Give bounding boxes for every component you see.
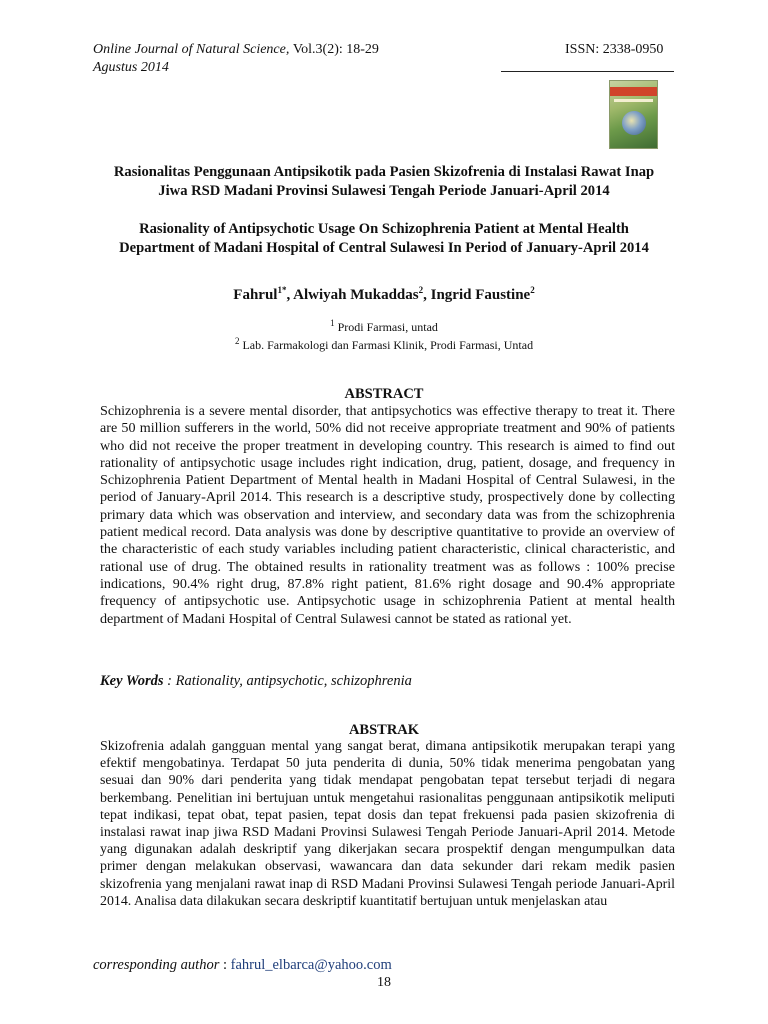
affiliation-text: Prodi Farmasi, untad xyxy=(337,320,438,334)
journal-date: Agustus 2014 xyxy=(93,60,169,75)
abstract-heading: ABSTRACT xyxy=(344,386,424,402)
page-number: 18 xyxy=(377,975,391,990)
affiliation-1 xyxy=(100,318,668,335)
title-english: Rasionality of Antipsychotic Usage On Schizophrenia Patient at Mental Health Department of Madani Hospital of Central Sulawesi In Period of January-April 2014 xyxy=(119,221,649,256)
cover-stripe xyxy=(614,99,653,102)
cover-emblem xyxy=(622,111,646,135)
journal-header xyxy=(93,42,379,58)
author-name: , Alwiyah Mukaddas xyxy=(286,287,419,303)
abstrak-heading: ABSTRAK xyxy=(348,722,420,738)
abstract-body: Schizophrenia is a severe mental disorder, that antipsychotics was effective therapy to treat it. There are 50 million sufferers in the world, 50% did not receive appropriate treatment and 90% of patients who did not receive the proper treatment in developing country. This research is aimed to find out rationality of antipsychotic usage includes right indication, drug, patient, dosage, and frequency in Schizophrenia Patient Department of Mental health in Madani Hospital of Central Sulawesi, in the period of January-April 2014. This research is a descriptive study, prospectively done by collecting primary data which was observation and interview, and secondary data was from the schizophrenia patient medical record. Data analysis was done by descriptive quantitative to provide an overview of the characteristic of each study variables including patient characteristic, clinical characteristic, and rational use of drug. The obtained results in rationality treatment was as follows : 100% precise indications, 90.4% right drug, 87.8% right patient, 81.6% right dosage and 90.4% appropriate frequency of antipsychotic use. Antipsychotic usage in schizophrenia Patient at mental health department of Madani Hospital of Central Sulawesi cannot be stated as rational yet. xyxy=(100,403,675,627)
journal-cover-image xyxy=(609,80,658,149)
author-superscript: 2 xyxy=(530,285,535,295)
author-superscript: 2 xyxy=(418,285,424,295)
author-name: Fahrul xyxy=(233,287,278,303)
affiliation-number: 2 xyxy=(234,336,240,346)
header-rule xyxy=(501,71,674,72)
title-indonesian: Rasionalitas Penggunaan Antipsikotik pada Pasien Skizofrenia di Instalasi Rawat Inap Jiwa RSD Madani Provinsi Sulawesi Tengah Periode Januari-April 2014 xyxy=(113,164,655,199)
author-list xyxy=(100,285,668,304)
corresponding-author-email[interactable]: fahrul_elbarca@yahoo.com xyxy=(230,957,392,973)
journal-volume: Vol.3(2): 18-29 xyxy=(292,42,379,57)
journal-issn: ISSN: 2338-0950 xyxy=(565,42,664,57)
abstrak-body: Skizofrenia adalah gangguan mental yang sangat berat, dimana antipsikotik merupakan terapi yang efektif mengobatinya. Terdapat 50 juta penderita di dunia, 50% tidak menerima pengobatan yang sesuai dan 90% dari penderita yang tidak mendapat pengobatan tepat tersebut terjadi di negara berkembang. Penelitian ini bertujuan untuk mengetahui rasionalitas penggunaan antipsikotik meliputi tepat indikasi, tepat obat, tepat pasien, tepat dosis dan tepat frekuensi pada pasien skizofrenia di instalasi rawat inap jiwa RSD Madani Provinsi Sulawesi Tengah Periode Januari-April 2014. Metode yang digunakan adalah deskriptif yang dikerjakan secara prospektif dengan mengumpulkan data primer dengan melakukan observasi, wawancara dan data sekunder dari rekam medik pasien skizofrenia yang menjalani rawat inap di RSD Madani Provinsi Sulawesi Tengah periode Januari-April 2014. Analisa data dilakukan secara deskriptif kuantitatif bertujuan untuk menjelaskan atau xyxy=(100,739,675,909)
keywords xyxy=(100,673,412,690)
corresponding-author-label: corresponding author xyxy=(93,957,220,973)
journal-name: Online Journal of Natural Science, xyxy=(93,42,290,57)
corresponding-author-separator: : xyxy=(219,957,231,973)
author-superscript: 1* xyxy=(277,285,287,295)
cover-band xyxy=(610,87,657,96)
affiliation-text: Lab. Farmakologi dan Farmasi Klinik, Prodi Farmasi, Untad xyxy=(242,338,534,352)
affiliation-2 xyxy=(100,336,668,353)
keywords-text: : Rationality, antipsychotic, schizophrenia xyxy=(167,673,412,689)
corresponding-author xyxy=(93,957,392,974)
keywords-label: Key Words xyxy=(100,673,164,689)
affiliation-number: 1 xyxy=(330,318,335,328)
author-name: , Ingrid Faustine xyxy=(423,287,531,303)
